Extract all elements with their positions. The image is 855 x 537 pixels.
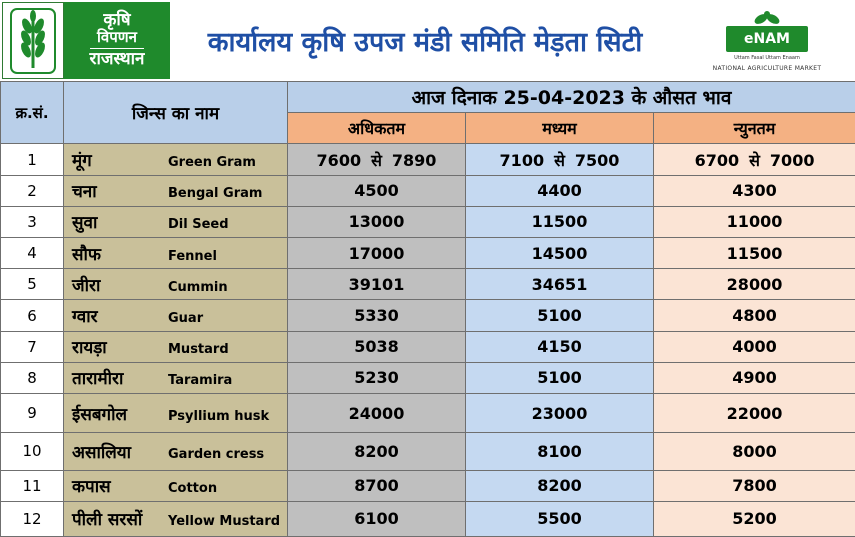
mid-price: 5100: [466, 300, 654, 331]
price-table: [0, 81, 855, 537]
min-price: 7800: [654, 470, 855, 501]
serial-number: 6: [1, 300, 64, 331]
table-row: [1, 144, 855, 175]
table-row: [1, 433, 855, 470]
serial-number: 2: [1, 175, 64, 206]
min-price: 22000: [654, 394, 855, 433]
mid-price-header: मध्यम: [466, 113, 654, 144]
min-price: 5200: [654, 501, 855, 536]
max-price: 13000: [288, 206, 466, 237]
serial-number: 3: [1, 206, 64, 237]
max-price: 4500: [288, 175, 466, 206]
mid-price: 8100: [466, 433, 654, 470]
commodity-hindi: चना: [72, 182, 97, 203]
range-separator: से: [749, 150, 760, 170]
mid-price: 5500: [466, 501, 654, 536]
max-price: 5038: [288, 331, 466, 362]
max-price: 8700: [288, 470, 466, 501]
commodity-hindi: तारामीरा: [72, 369, 124, 390]
enam-logo: [682, 2, 852, 79]
enam-tagline: Uttam Fasal Uttam Enaam: [734, 54, 800, 61]
header: [0, 0, 855, 81]
max-price-header: अधिकतम: [288, 113, 466, 144]
commodity-hindi: पीली सरसों: [72, 510, 143, 531]
table-row: [1, 362, 855, 393]
min-price: 28000: [654, 269, 855, 300]
table-row: [1, 470, 855, 501]
min-price: 4800: [654, 300, 855, 331]
range-to: 7000: [769, 150, 815, 170]
serial-number: 5: [1, 269, 64, 300]
commodity-english: Fennel: [168, 248, 217, 264]
range-from: 6700: [694, 150, 740, 170]
min-price: 4000: [654, 331, 855, 362]
table-row: [1, 206, 855, 237]
mid-price: 4150: [466, 331, 654, 362]
logo-line-3: राजस्थान: [89, 48, 145, 69]
page-title: कार्यालय कृषि उपज मंडी समिति मेड़ता सिटी: [207, 27, 643, 58]
mid-price: 14500: [466, 238, 654, 269]
commodity-name: [64, 362, 288, 393]
mid-price: 23000: [466, 394, 654, 433]
serial-number: 7: [1, 331, 64, 362]
table-row: [1, 269, 855, 300]
commodity-hindi: असालिया: [72, 442, 132, 463]
mid-price: 5100: [466, 362, 654, 393]
table-row: [1, 300, 855, 331]
commodity-name: [64, 175, 288, 206]
logo-line-2: विपणन: [97, 28, 137, 47]
min-price: [654, 144, 855, 175]
min-price-header: न्युनतम: [654, 113, 855, 144]
min-price: 8000: [654, 433, 855, 470]
serial-number: 4: [1, 238, 64, 269]
range-from: 7600: [316, 150, 362, 170]
range-from: 7100: [499, 150, 545, 170]
commodity-english: Garden cress: [168, 446, 265, 462]
commodity-english: Bengal Gram: [168, 186, 263, 202]
commodity-name: [64, 394, 288, 433]
commodity-english: Taramira: [168, 373, 233, 389]
commodity-name: [64, 300, 288, 331]
commodity-name: [64, 501, 288, 536]
commodity-english: Yellow Mustard: [168, 514, 281, 530]
min-price: 11000: [654, 206, 855, 237]
commodity-english: Cotton: [168, 481, 218, 497]
serial-number: 8: [1, 362, 64, 393]
commodity-name: [64, 331, 288, 362]
range-separator: से: [554, 150, 565, 170]
commodity-name: [64, 238, 288, 269]
leaf-icon: [752, 10, 782, 26]
max-price: 6100: [288, 501, 466, 536]
commodity-name-header: जिन्स का नाम: [64, 82, 288, 144]
commodity-name: [64, 206, 288, 237]
commodity-hindi: ग्वार: [72, 307, 98, 328]
range-to: 7500: [574, 150, 620, 170]
commodity-english: Dil Seed: [168, 217, 229, 233]
table-row: [1, 331, 855, 362]
commodity-english: Green Gram: [168, 155, 256, 170]
serial-number: 9: [1, 394, 64, 433]
commodity-name: [64, 144, 288, 175]
max-price: 8200: [288, 433, 466, 470]
min-price: 11500: [654, 238, 855, 269]
commodity-hindi: कपास: [72, 477, 111, 498]
min-price: 4900: [654, 362, 855, 393]
commodity-name: [64, 470, 288, 501]
max-price: 39101: [288, 269, 466, 300]
logo-line-1: कृषि: [103, 10, 131, 31]
commodity-hindi: सुवा: [72, 213, 98, 234]
mid-price: 8200: [466, 470, 654, 501]
range-to: 7890: [391, 150, 437, 170]
table-row: [1, 501, 855, 536]
max-price: [288, 144, 466, 175]
commodity-name: [64, 433, 288, 470]
commodity-name: [64, 269, 288, 300]
commodity-english: Psyllium husk: [168, 408, 270, 424]
logo-text-block: [64, 2, 170, 79]
commodity-english: Mustard: [168, 342, 229, 358]
serial-number: 10: [1, 433, 64, 470]
max-price: 24000: [288, 394, 466, 433]
date-header: आज दिनाक 25-04-2023 के औसत भाव: [288, 82, 855, 113]
max-price: 17000: [288, 238, 466, 269]
table-row: [1, 238, 855, 269]
commodity-hindi: मूंग: [72, 151, 92, 171]
max-price: 5230: [288, 362, 466, 393]
commodity-english: Guar: [168, 311, 204, 327]
range-separator: से: [371, 150, 382, 170]
wheat-emblem-icon: [2, 2, 64, 79]
serial-header: क्र.सं.: [1, 82, 64, 144]
enam-subtitle: NATIONAL AGRICULTURE MARKET: [712, 64, 822, 72]
table-row: [1, 175, 855, 206]
serial-number: 12: [1, 501, 64, 536]
mid-price: [466, 144, 654, 175]
table-row: [1, 394, 855, 433]
krishi-vipanan-logo: [2, 2, 170, 79]
commodity-english: Cummin: [168, 279, 228, 295]
commodity-hindi: ईसबगोल: [72, 404, 128, 425]
max-price: 5330: [288, 300, 466, 331]
serial-number: 1: [1, 144, 64, 175]
serial-number: 11: [1, 470, 64, 501]
commodity-hindi: रायड़ा: [72, 338, 107, 359]
commodity-hindi: सौफ: [72, 244, 102, 265]
enam-brand: eNAM: [726, 26, 808, 52]
mid-price: 4400: [466, 175, 654, 206]
commodity-hindi: जीरा: [72, 275, 101, 296]
mid-price: 34651: [466, 269, 654, 300]
mid-price: 11500: [466, 206, 654, 237]
min-price: 4300: [654, 175, 855, 206]
